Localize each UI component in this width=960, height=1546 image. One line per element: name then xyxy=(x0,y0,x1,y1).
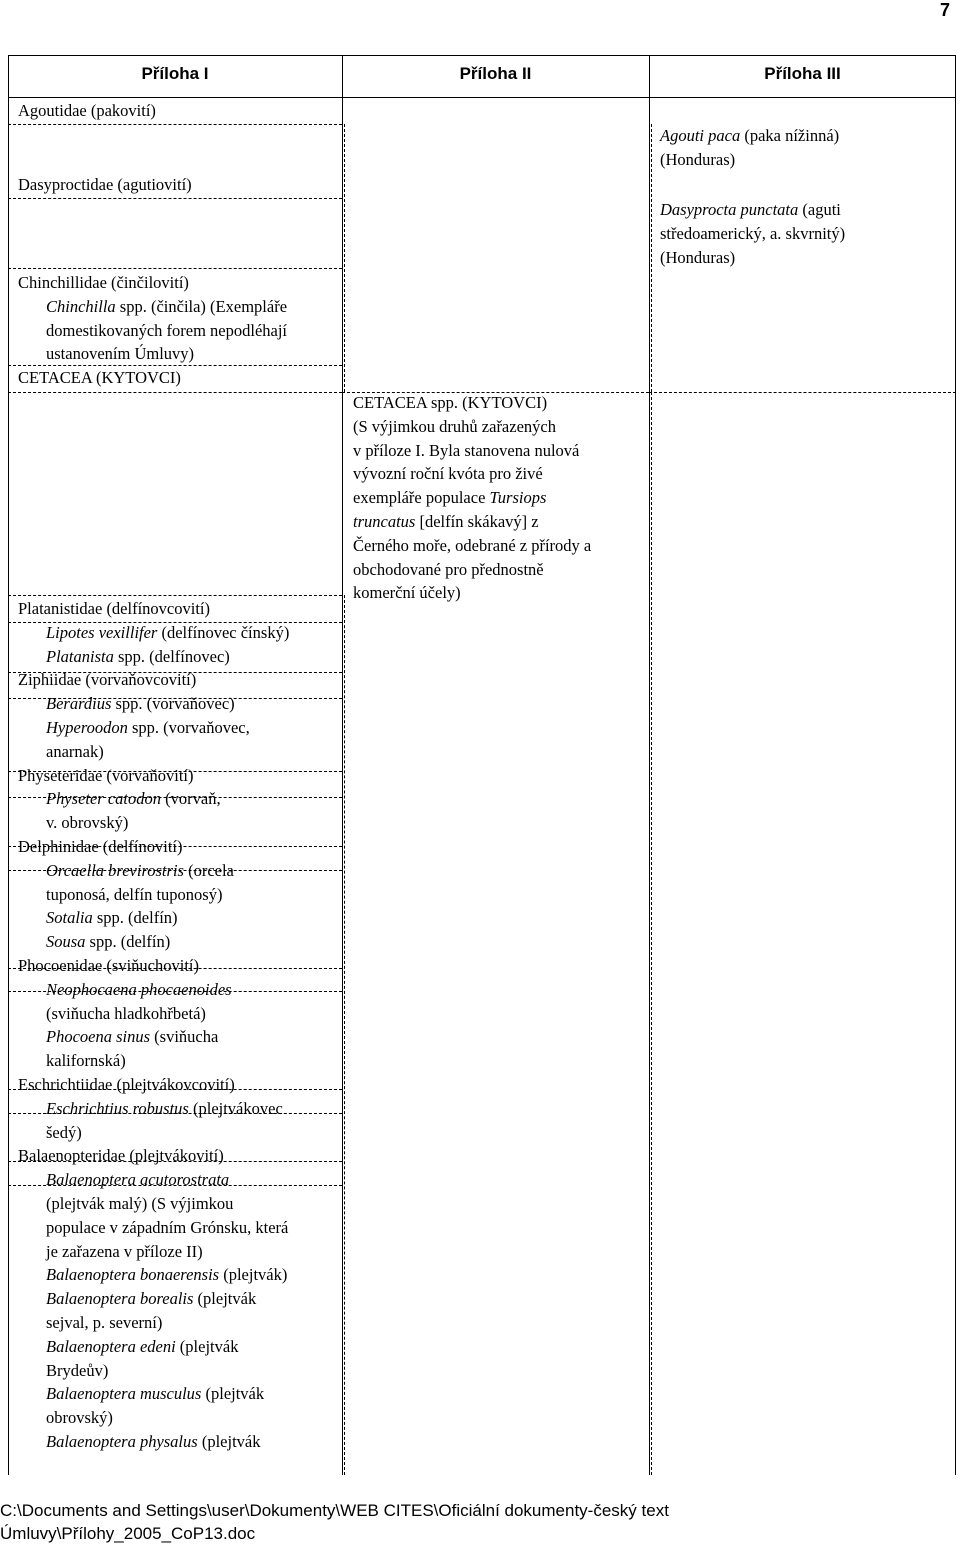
species-note: (paka nížinná) xyxy=(740,126,840,145)
species-note: (orcela xyxy=(183,860,234,880)
text-line xyxy=(660,124,952,148)
species-note: spp. (vorvaňovec, xyxy=(127,717,250,737)
agouti-paca-entry xyxy=(660,124,952,172)
text-line: komerční účely) xyxy=(353,583,461,603)
species-name: Neophocaena phocaenoides xyxy=(46,979,232,999)
family-chinchillidae: Chinchillidae (činčilovití) xyxy=(18,273,189,292)
species-note-line: obrovský) xyxy=(46,1408,113,1428)
species-name: Balaenoptera musculus xyxy=(46,1384,202,1404)
species-note: spp. (delfín) xyxy=(85,932,171,952)
species-note: (delfínovec čínský) xyxy=(157,622,290,642)
species-name: Physeter catodon xyxy=(46,789,162,809)
species-note-line: anarnak) xyxy=(46,741,104,761)
header-separator xyxy=(8,97,956,98)
species-name: Dasyprocta punctata xyxy=(660,200,799,219)
species-physalus xyxy=(18,1430,338,1454)
species-note: (plejtvák xyxy=(201,1384,265,1404)
species-note: spp. (delfín) xyxy=(92,908,178,928)
row-divider xyxy=(649,392,956,393)
appendix-table xyxy=(8,55,956,1475)
species-name: Eschrichtius robustus xyxy=(46,1098,189,1118)
family-eschrichtiidae: Eschrichtiidae (plejtvákovcovití) xyxy=(18,1074,235,1094)
species-note: (aguti xyxy=(798,200,841,219)
species-note: (plejtvák xyxy=(193,1289,257,1309)
species-note-line: (plejtvák malý) (S výjimkou xyxy=(46,1193,234,1213)
cetacea-list xyxy=(18,597,338,1454)
species-neophocaena xyxy=(18,978,338,1002)
cell-border xyxy=(344,124,345,392)
species-name: Balaenoptera borealis xyxy=(46,1289,194,1309)
species-name: Chinchilla xyxy=(46,296,116,316)
dasyprocta-entry xyxy=(660,198,952,269)
text-line: CETACEA spp. (KYTOVCI) xyxy=(353,393,548,412)
species-name: Balaenoptera physalus xyxy=(46,1431,198,1451)
species-note: (plejtvák) xyxy=(219,1265,288,1285)
family-balaenopteridae: Balaenopteridae (plejtvákovití) xyxy=(18,1146,224,1166)
table-border-right xyxy=(955,55,956,1475)
species-name: Sotalia xyxy=(46,908,93,928)
species-name: Hyperoodon xyxy=(46,717,128,737)
species-note-line: kalifornská) xyxy=(46,1051,126,1071)
species-sotalia xyxy=(18,906,338,930)
species-name: Balaenoptera edeni xyxy=(46,1336,176,1356)
page-number: 7 xyxy=(939,0,950,20)
cetacea-appendix-2 xyxy=(353,391,645,605)
file-path-footer xyxy=(0,1499,669,1545)
species-chinchilla xyxy=(18,295,338,319)
species-name: Phocoena sinus xyxy=(46,1027,151,1047)
species-musculus xyxy=(18,1382,338,1406)
species-name: truncatus xyxy=(353,511,416,531)
text-line xyxy=(353,486,645,510)
cell-border xyxy=(344,595,345,1475)
species-name: Balaenoptera bonaerensis xyxy=(46,1265,220,1285)
country-note: (Honduras) xyxy=(660,149,736,169)
species-note: (plejtvák xyxy=(197,1431,261,1451)
header-appendix-2: Příloha II xyxy=(459,64,532,83)
species-name: Berardius xyxy=(46,694,112,714)
species-name: Agouti paca xyxy=(660,126,741,145)
species-note: (plejtvákovec xyxy=(188,1098,283,1118)
text-line xyxy=(353,510,645,534)
species-acutorostrata xyxy=(18,1168,338,1192)
footer-line: Úmluvy\Přílohy_2005_CoP13.doc xyxy=(0,1524,256,1543)
species-phocoena xyxy=(18,1025,338,1049)
chinchillidae-block xyxy=(18,271,338,366)
species-note-line: (sviňucha hladkohřbetá) xyxy=(46,1003,206,1023)
family-ziphiidae: Ziphiidae (vorvaňovcovití) xyxy=(18,670,197,690)
text-line: vývozní roční kvóta pro živé xyxy=(353,464,543,484)
species-note-line: tuponosá, delfín tuponosý) xyxy=(46,884,223,904)
species-platanista xyxy=(18,645,338,669)
species-name: Lipotes vexillifer xyxy=(46,622,158,642)
species-bonaerensis xyxy=(18,1263,338,1287)
species-name: Orcaella brevirostris xyxy=(46,860,184,880)
text-line: středoamerický, a. skvrnitý) xyxy=(660,223,846,243)
species-physeter xyxy=(18,787,338,811)
text-line: Černého moře, odebrané z přírody a xyxy=(353,535,592,555)
species-note-line: v. obrovský) xyxy=(46,813,129,833)
header-appendix-1: Příloha I xyxy=(141,64,209,83)
species-note-line: populace v západním Grónsku, která xyxy=(46,1217,289,1237)
table-border-top xyxy=(8,55,956,56)
column-divider xyxy=(342,55,343,1475)
species-name: Platanista xyxy=(46,646,114,666)
species-name: Balaenoptera acutorostrata xyxy=(46,1170,230,1190)
species-note: (plejtvák xyxy=(175,1336,239,1356)
species-note-line: ustanovením Úmluvy) xyxy=(46,344,195,364)
row-divider xyxy=(8,392,342,393)
footer-line: C:\Documents and Settings\user\Dokumenty\WEB CITES\Oficiální dokumenty-český text xyxy=(0,1501,669,1520)
column-divider xyxy=(649,55,650,1475)
species-lipotes xyxy=(18,621,338,645)
species-eschrichtius xyxy=(18,1097,338,1121)
family-agoutidae: Agoutidae (pakovití) xyxy=(18,101,156,120)
species-orcaella xyxy=(18,859,338,883)
species-note: spp. (delfínovec) xyxy=(113,646,230,666)
text-segment: exempláře populace xyxy=(353,488,490,508)
species-note-line: je zařazena v příloze II) xyxy=(46,1241,203,1261)
species-berardius xyxy=(18,692,338,716)
family-dasyproctidae: Dasyproctidae (agutiovití) xyxy=(18,175,192,194)
species-note: (sviňucha xyxy=(150,1027,219,1047)
row-divider xyxy=(8,124,342,125)
country-note: (Honduras) xyxy=(660,247,736,267)
species-note-line: šedý) xyxy=(46,1122,82,1142)
species-note: spp. (vorvaňovec) xyxy=(111,694,235,714)
order-cetacea: CETACEA (KYTOVCI) xyxy=(18,368,181,387)
text-line xyxy=(660,198,952,222)
species-sousa xyxy=(18,930,338,954)
row-divider xyxy=(8,595,342,596)
text-line: v příloze I. Byla stanovena nulová xyxy=(353,440,580,460)
species-name: Tursiops xyxy=(489,488,547,508)
species-hyperoodon xyxy=(18,716,338,740)
family-platanistidae: Platanistidae (delfínovcovití) xyxy=(18,599,210,618)
cell-border xyxy=(651,392,652,1475)
species-borealis xyxy=(18,1287,338,1311)
row-divider xyxy=(8,268,342,269)
species-note-line: Brydeův) xyxy=(46,1360,109,1380)
species-name: Sousa xyxy=(46,932,86,952)
row-divider xyxy=(8,198,342,199)
cell-border xyxy=(651,124,652,392)
text-line: (S výjimkou druhů zařazených xyxy=(353,416,556,436)
species-note: spp. (činčila) (Exempláře xyxy=(115,296,288,316)
species-note: (vorvaň, xyxy=(161,789,221,809)
family-delphinidae: Delphinidae (delfínovití) xyxy=(18,836,183,856)
family-phocoenidae: Phocoenidae (sviňuchovití) xyxy=(18,955,200,975)
species-edeni xyxy=(18,1335,338,1359)
text-line: obchodované pro přednostně xyxy=(353,559,544,579)
header-appendix-3: Příloha III xyxy=(764,64,841,83)
species-note-line: sejval, p. severní) xyxy=(46,1312,163,1332)
family-physeteridae: Physeteridae (vorvaňovití) xyxy=(18,765,194,785)
text-segment: [delfín skákavý] z xyxy=(415,511,539,531)
species-note-line: domestikovaných forem nepodléhají xyxy=(46,320,288,340)
